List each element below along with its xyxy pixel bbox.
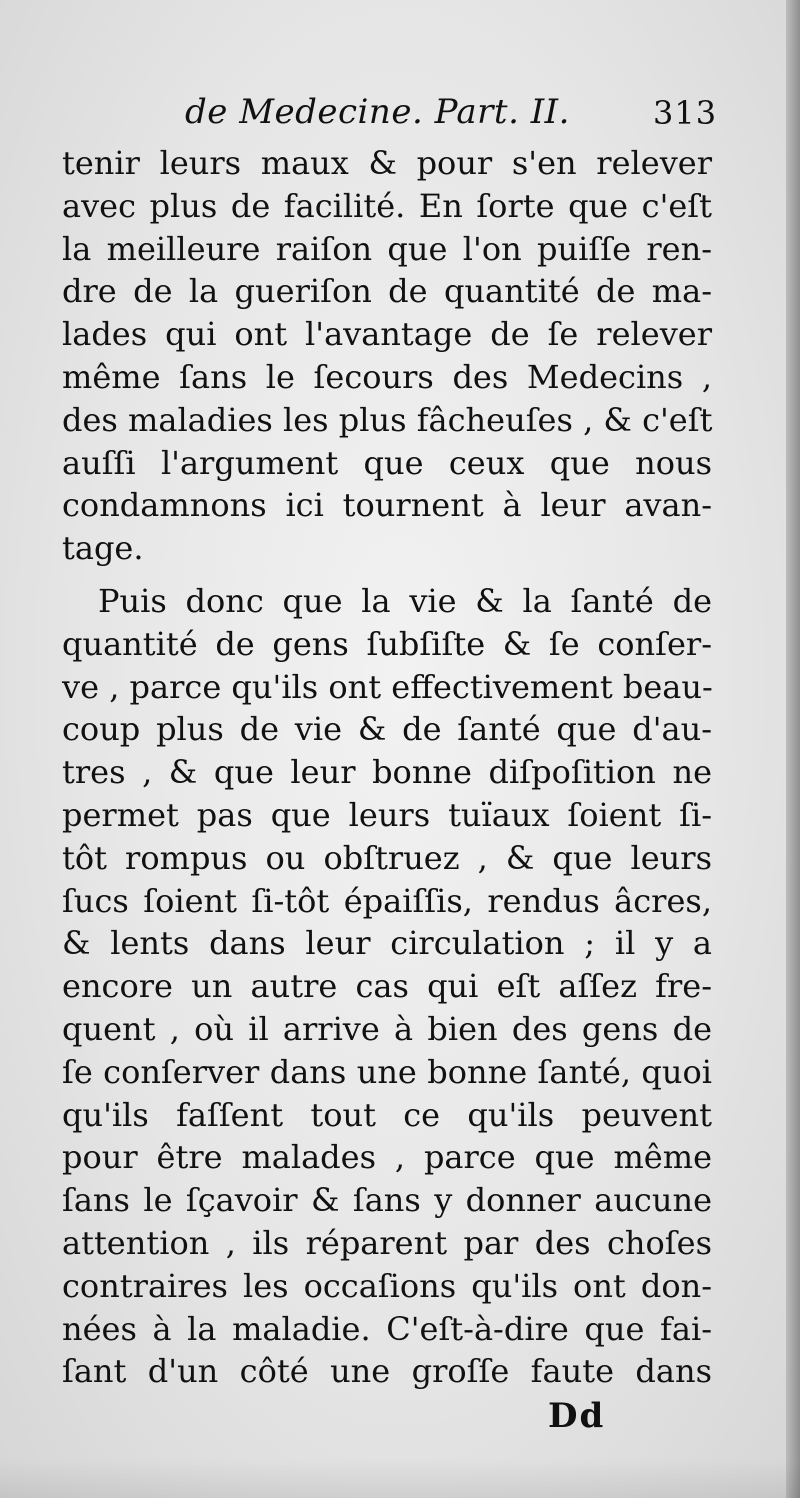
text-line: tage.: [62, 529, 144, 568]
page-number: 313: [653, 94, 718, 132]
text-line: nées à la maladie. C'eſt-à-dire que fai-: [62, 1309, 712, 1348]
text-line: des maladies les plus fâcheuſes , & c'eſt: [62, 400, 713, 439]
text-line: qu'ils faſſent tout ce qu'ils peuvent: [62, 1095, 712, 1134]
text-line: quantité de gens ſubſiſte & ſe conſer-: [62, 624, 712, 663]
paragraph-2: [62, 580, 712, 1393]
text-line: la meilleure raiſon que l'on puiſſe ren-: [62, 229, 712, 268]
text-line: permet pas que leurs tuïaux ſoient ſi-: [62, 795, 712, 834]
text-line: tenir leurs maux & pour s'en relever: [62, 144, 712, 182]
text-line: tôt rompus ou obſtruez , & que leurs: [62, 838, 712, 877]
text-line: & lents dans leur circulation ; il y a: [62, 924, 712, 963]
text-line: ſucs ſoient ſi-tôt épaiſſis, rendus âcres,: [62, 881, 712, 920]
page-bottom-shadow: [0, 1458, 800, 1498]
text-line: contraires les occaſions qu'ils ont don-: [62, 1266, 712, 1305]
text-line: attention , ils réparent par des choſes: [62, 1223, 712, 1262]
paragraph-gap: [62, 570, 712, 580]
text-line: coup plus de vie & de ſanté que d'au-: [62, 710, 712, 749]
text-line: même ſans le ſecours des Medecins ,: [62, 357, 712, 396]
text-line: Puis donc que la vie & la ſanté de: [98, 581, 712, 620]
text-line: tres , & que leur bonne diſpoſition ne: [62, 753, 712, 792]
text-line: auſſi l'argument que ceux que nous: [62, 443, 712, 482]
paragraph-1: [62, 142, 712, 570]
signature-mark: Dd: [548, 1396, 606, 1436]
text-line: lades qui ont l'avantage de ſe relever: [62, 315, 712, 354]
text-line: dre de la gueriſon de quantité de ma-: [62, 272, 712, 311]
text-line: avec plus de facilité. En ſorte que c'eſt: [62, 186, 712, 225]
text-line: ſe conſerver dans une bonne ſanté, quoi: [62, 1052, 712, 1091]
page-header: [185, 92, 745, 142]
text-line: encore un autre cas qui eſt aſſez fre-: [62, 967, 712, 1006]
text-line: quent , où il arrive à bien des gens de: [62, 1009, 712, 1048]
body-text: [62, 142, 712, 1393]
text-line: ve , parce qu'ils ont effectivement beau-: [62, 667, 713, 706]
text-line: condamnons ici tournent à leur avan-: [62, 486, 712, 525]
running-head: de Medecine. Part. II.: [185, 92, 570, 132]
text-line: pour être malades , parce que même: [62, 1138, 712, 1177]
page-edge-shadow: [786, 0, 800, 1498]
text-line: ſans le ſçavoir & ſans y donner aucune: [62, 1181, 712, 1220]
text-line: ſant d'un côté une groſſe faute dans: [62, 1352, 712, 1391]
